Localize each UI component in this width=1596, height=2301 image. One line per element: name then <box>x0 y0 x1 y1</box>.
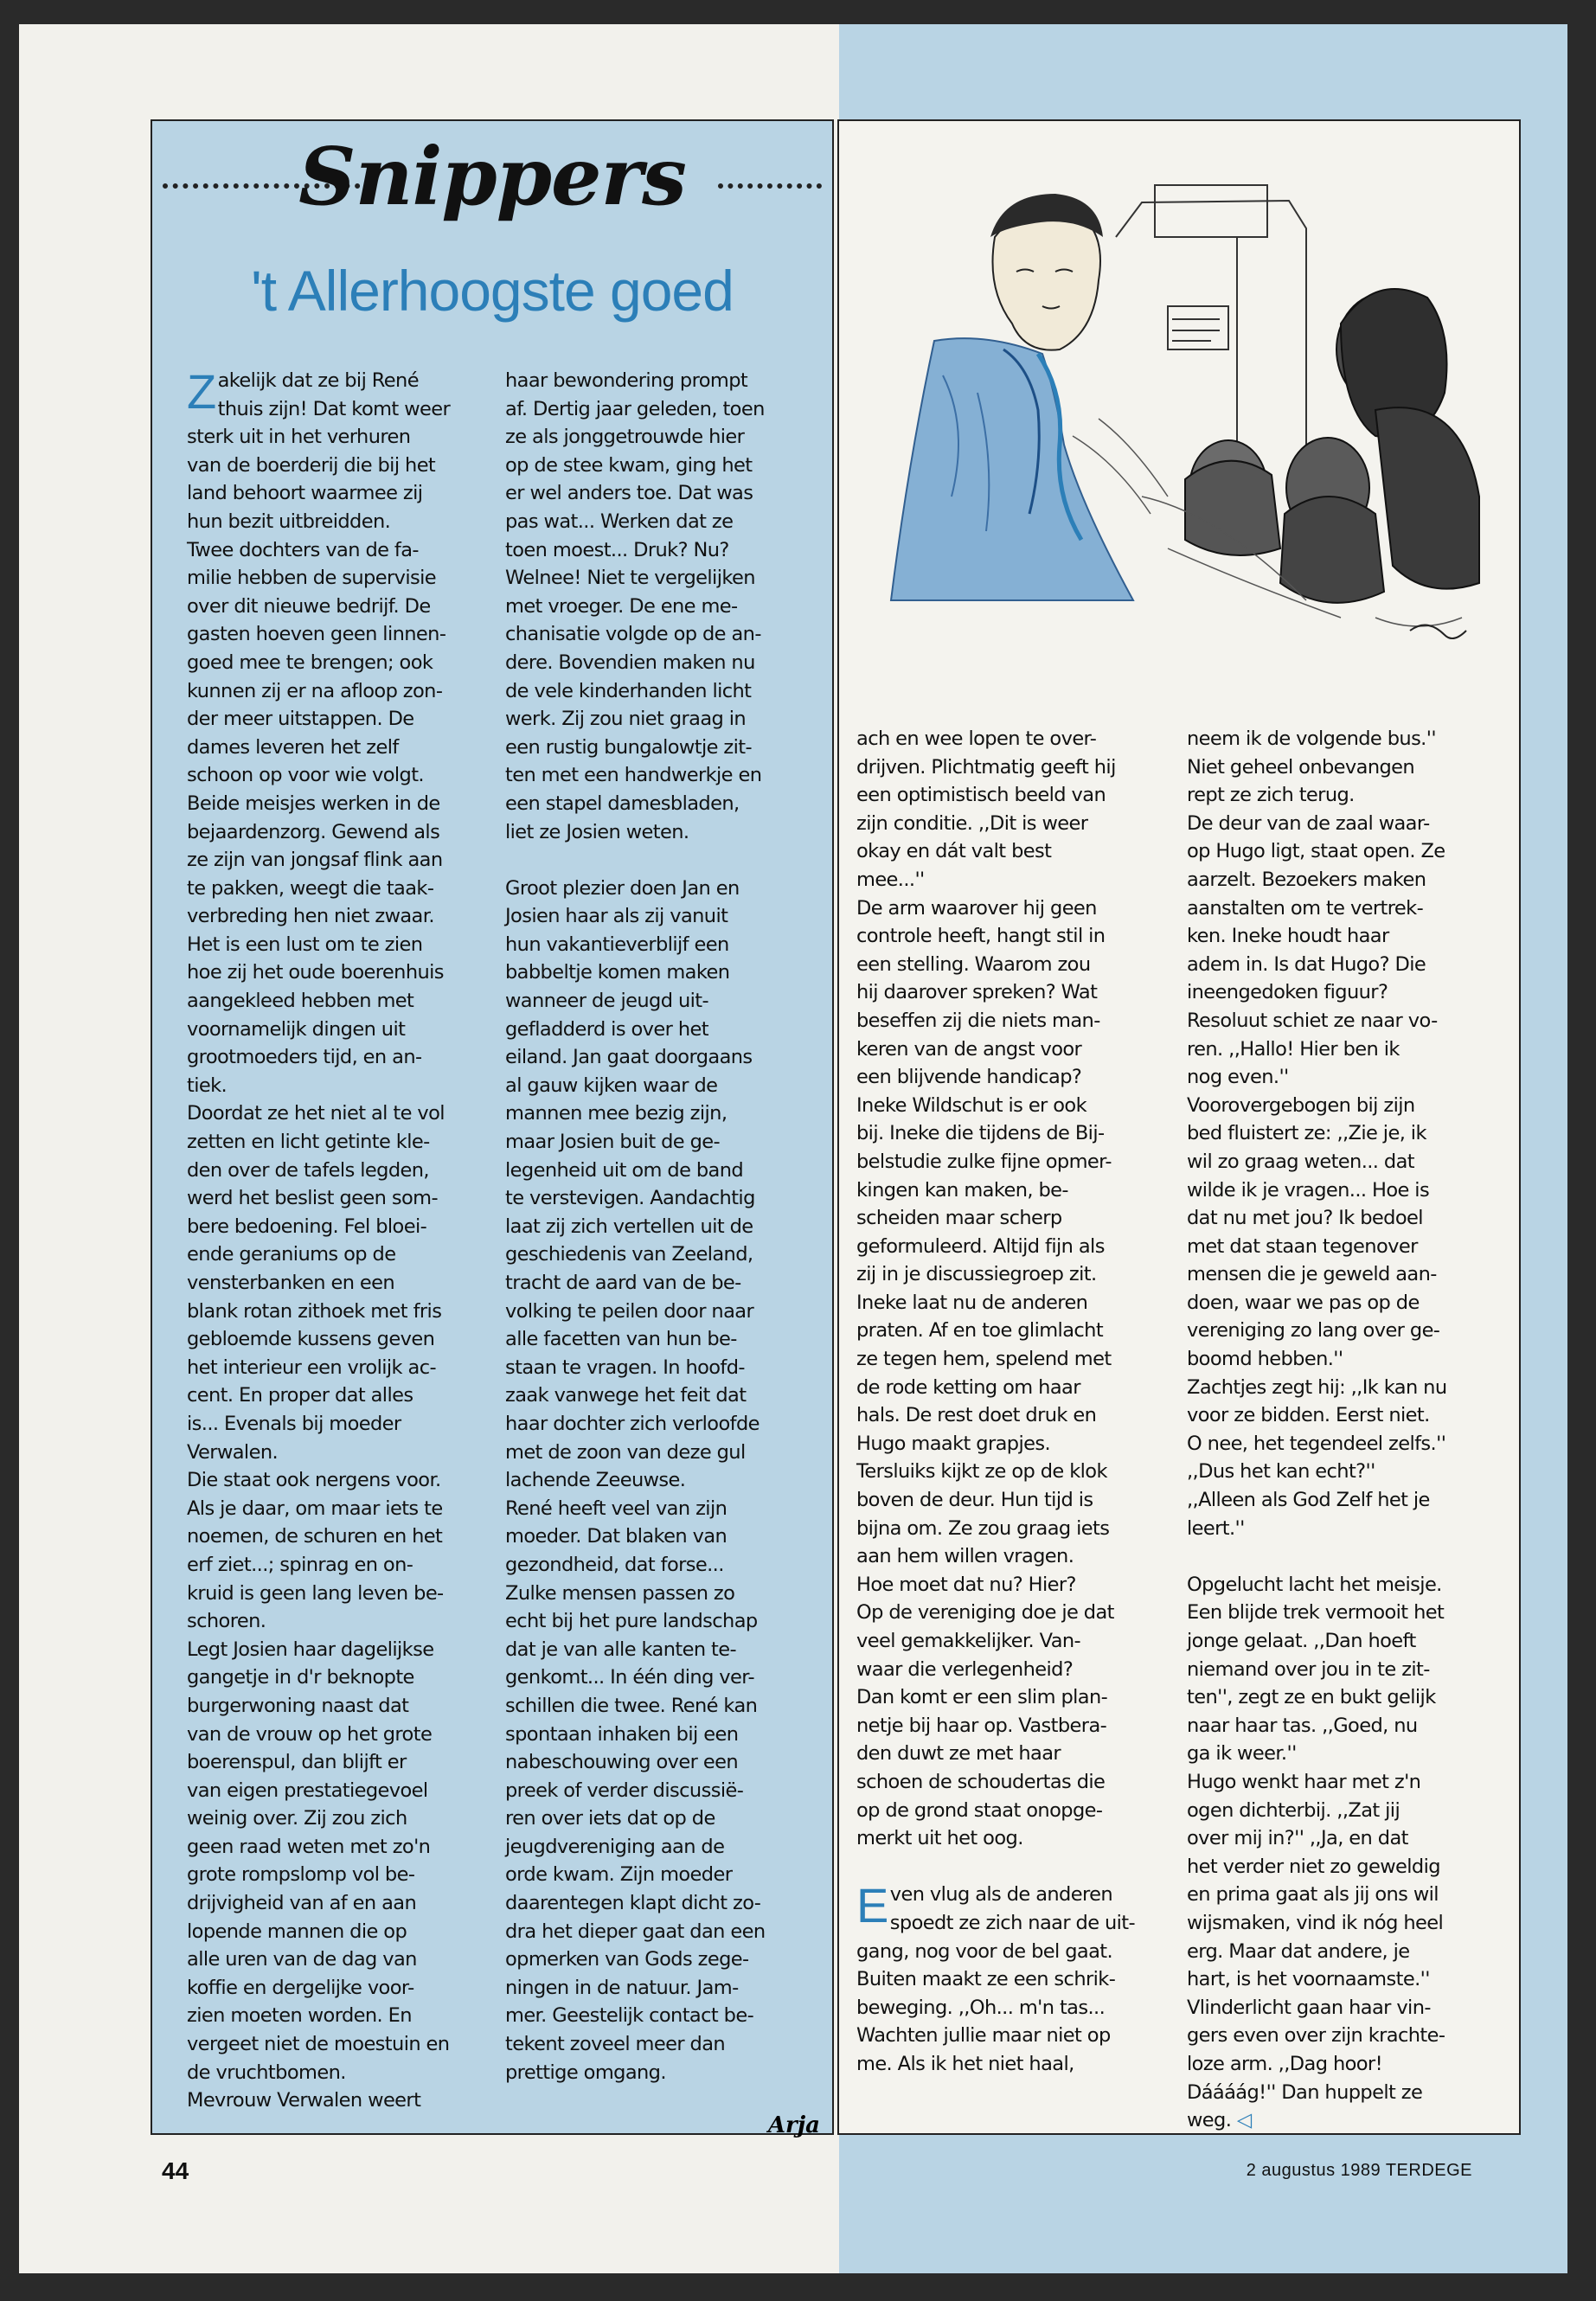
column-text: neem ik de volgende bus.'' Niet geheel onbevangen rept ze zich terug. De deur van de zaal waar- op Hugo ligt, staat open. Ze aarzelt. Bezoekers maken aanstalten om te vertrek- ken. Ineke houdt haar adem in. Is dat Hugo? Die ineengedoken figuur? Resoluut schiet ze naar vo- ren. ,,Hallo! Hier ben ik nog even.'' Voorovergebogen bij zijn bed fluistert ze: ,,Zie je, ik wil zo graag weten... dat wilde ik je vragen... Hoe is dat nu met jou? Ik bedoel met dat staan tegenover mensen die je geweld aan- doen, waar we pas op de vereniging zo lang over ge- boomd hebben.'' Zachtjes zegt hij: ,,Ik kan nu voor ze bidden. Eerst niet. O nee, het tegendeel zelfs.'' ,,Dus het kan echt?'' ,,Alleen als God Zelf het je leert.'' Opgelucht lacht het meisje. Een blijde trek vermooit het jonge gelaat. ,,Dan hoeft niemand over jou in te zit- ten'', zegt ze en bukt gelijk naar haar tas. ,,Goed, nu ga ik weer.'' Hugo wenkt haar met z'n ogen dichterbij. ,,Zat jij over mij in?'' ,,Ja, en dat het verder niet zo geweldig en prima gaat als jij ons wil wijsmaken, vind ik nóg heel erg. Maar dat andere, je hart, is het voornaamste.'' Vlinderlicht gaan haar vin- gers even over zijn krachte- loze arm. ,,Dag hoor! Dáááág!'' Dan huppelt ze weg. <box>1187 727 1447 2132</box>
article-column-1 <box>187 364 486 2115</box>
masthead-title: Snippers <box>298 130 686 223</box>
story-column-2 <box>1187 725 1507 2135</box>
column-text: ach en wee lopen te over- drijven. Plichtmatig geeft hij een optimistisch beeld van zijn conditie. ,,Dit is weer okay en dát valt best mee...'' De arm waarover hij geen controle heeft, hangt stil in een stelling. Waarom zou hij daarover spreken? Wat beseffen zij die niets man- keren van de angst voor een blijvende handicap? Ineke Wildschut is er ook bij. Ineke die tijdens de Bij- belstudie zulke fijne opmer- kingen kan maken, be- scheiden maar scherp geformuleerd. Altijd fijn als zij in je discussiegroep zit. Ineke laat nu de anderen praten. Af en toe glimlacht ze tegen hem, spelend met de rode ketting om haar hals. De rest doet druk en Hugo maakt grapjes. Tersluiks kijkt ze op de klok boven de deur. Hun tijd is bijna om. Ze zou graag iets aan hem willen vragen. Hoe moet dat nu? Hier? Op de vereniging doe je dat veel gemakkelijker. Van- waar die verlegenheid? Dan komt er een slim plan- netje bij haar op. Vastbera- den duwt ze met haar schoen de schoudertas die op de grond staat onopge- merkt uit het oog. <box>856 727 1116 1850</box>
magazine-page <box>19 24 1567 2273</box>
illustration-artist-mark <box>1410 625 1466 638</box>
masthead-dots-right <box>718 183 822 189</box>
story-column-1 <box>856 725 1168 2079</box>
illustration-boy-figure <box>891 194 1133 600</box>
article-column-2 <box>505 367 817 2086</box>
page-number: 44 <box>162 2157 189 2184</box>
story-frame <box>837 119 1521 2135</box>
end-mark-icon: ◁ <box>1236 2109 1252 2132</box>
snippers-column-frame <box>151 119 834 2138</box>
author-signature: Arja <box>767 2112 820 2138</box>
column-text: haar bewondering prompt af. Dertig jaar geleden, toen ze als jonggetrouwde hier op de stee kwam, ging het er wel anders toe. Dat was pas wat... Werken dat ze toen moest... Druk? Nu? Welnee! Niet te vergelijken met vroeger. De ene me- chanisatie volgde op de an- dere. Bovendien maken nu de vele kinderhanden licht werk. Zij zou niet graag in een rustig bungalowtje zit- ten met een handwerkje en een stapel damesbladen, liet ze Josien weten. Groot plezier doen Jan en Josien haar als zij vanuit hun vakantieverblijf een babbeltje komen maken wanneer de jeugd uit- gefladderd is over het eiland. Jan gaat doorgaans al gauw kijken waar de mannen mee bezig zijn, maar Josien buit de ge- legenheid uit om de band te verstevigen. Aandachtig laat zij zich vertellen uit de geschiedenis van Zeeland, tracht de aard van de be- volking te peilen door naar alle facetten van hun be- staan te vragen. In hoofd- zaak vanwege het feit dat haar dochter zich verloofde met de zoon van deze gul lachende Zeeuwse. René heeft veel van zijn moeder. Dat blaken van gezondheid, dat forse... Zulke mensen passen zo echt bij het pure landschap dat je van alle kanten te- genkomt... In één ding ver- schillen die twee. René kan spontaan inhaken bij een nabeschouwing over een preek of verder discussië- ren over iets dat op de jeugdvereniging aan de orde kwam. Zijn moeder daarentegen klapt dicht zo- dra het dieper gaat dan een opmerken van Gods zege- ningen in de natuur. Jam- mer. Geestelijk contact be- tekent zoveel meer dan prettige omgang. <box>505 369 766 2084</box>
drop-cap: Z <box>187 364 216 419</box>
article-headline: 't Allerhoogste goed <box>251 259 734 323</box>
column-text: ven vlug als de anderen spoedt ze zich naar de uit- gang, nog voor de bel gaat. Buiten maakt ze een schrik- beweging. ,,Oh... m'n tas... Wachten jullie maar niet op me. Als ik het niet haal, <box>856 1883 1136 2075</box>
column-text: akelijk dat ze bij René thuis zijn! Dat komt weer sterk uit in het verhuren van de boerderij die bij het land behoort waarmee zij hun bezit uitbreidden. Twee dochters van de fa- milie hebben de supervisie over dit nieuwe bedrijf. De gasten hoeven geen linnen- goed mee te brengen; ook kunnen zij er na afloop zon- der meer uitstappen. De dames leveren het zelf schoon op voor wie volgt. Beide meisjes werken in de bejaardenzorg. Gewend als ze zijn van jongsaf flink aan te pakken, weegt die taak- verbreding hen niet zwaar. Het is een lust om te zien hoe zij het oude boerenhuis aangekleed hebben met voornamelijk dingen uit grootmoeders tijd, en an- tiek. Doordat ze het niet al te vol zetten en licht getinte kle- den over de tafels legden, werd het beslist geen som- bere bedoening. Fel bloei- ende geraniums op de vensterbanken en een blank rotan zithoek met fris gebloemde kussens geven het interieur een vrolijk ac- cent. En proper dat alles is... Evenals bij moeder Verwalen. Die staat ook nergens voor. Als je daar, om maar iets te noemen, de schuren en het erf ziet...; spinrag en on- kruid is geen lang leven be- schoren. Legt Josien haar dagelijkse gangetje in d'r beknopte burgerwoning naast dat van de vrouw op het grote boerenspul, dan blijft er van eigen prestatiegevoel weinig over. Zij zou zich geen raad weten met zo'n grote rompslomp vol be- drijvigheid van af en aan lopende mannen die op alle uren van de dag van koffie en dergelijke voor- zien moeten worden. En vergeet niet de moestuin en de vruchtbomen. Mevrouw Verwalen weert <box>187 369 451 2112</box>
issue-dateline: 2 augustus 1989 TERDEGE <box>1246 2161 1472 2180</box>
story-illustration <box>856 133 1505 713</box>
drop-cap: E <box>856 1878 888 1933</box>
